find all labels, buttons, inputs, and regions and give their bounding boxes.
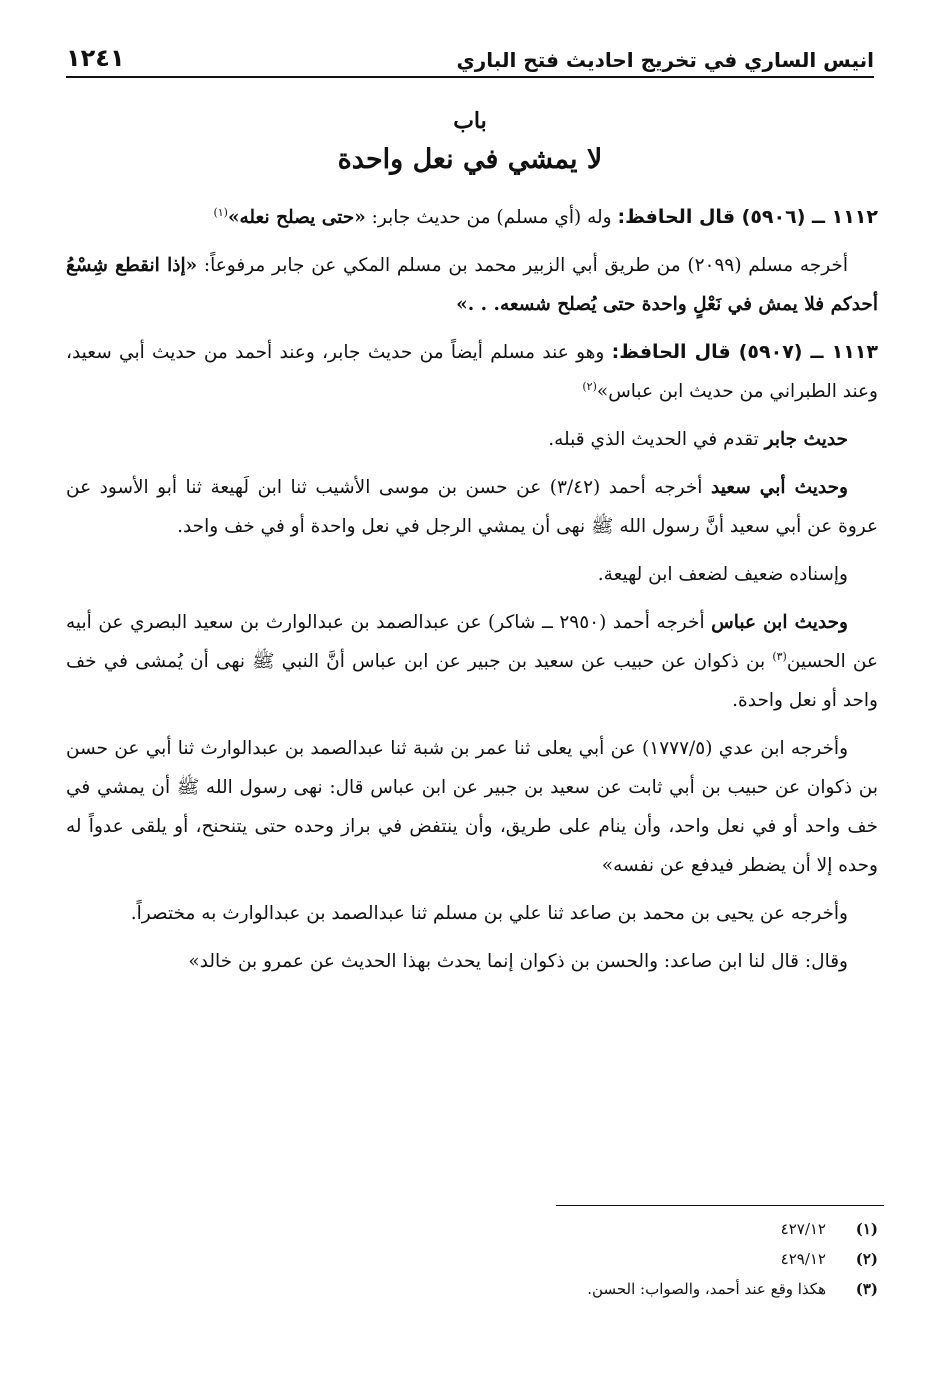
paragraph-text: وإسناده ضعيف لضعف ابن لهيعة. xyxy=(597,564,848,585)
chapter-kicker: باب xyxy=(453,108,487,134)
paragraph-text: أخرجه مسلم (٢٠٩٩) من طريق أبي الزبير محمد بن مسلم المكي عن جابر مرفوعاً: xyxy=(197,255,849,276)
page-number: ١٢٤١ xyxy=(66,44,125,72)
hadith-number: ١١١٣ ــ (٥٩٠٧) قال الحافظ: xyxy=(611,341,878,363)
book-title: انيس الساري في تخريج احاديث فتح الباري xyxy=(456,48,874,72)
paragraph-text: بن ذكوان عن حبيب عن سعيد بن جبير عن ابن عباس أنَّ النبي ﷺ نهى أن يُمشى في خف واحد أو نعل واحدة. xyxy=(66,651,878,711)
running-header xyxy=(66,32,874,72)
hadith-quote: «إذا انقطع شِسْعُ أحدكم فلا يمش في نَعْلٍ واحدة حتى يُصلح شسعه. . .» xyxy=(66,255,878,315)
paragraph-text: وقال: قال لنا ابن صاعد: والحسن بن ذكوان إنما يحدث بهذا الحديث عن عمرو بن خالد» xyxy=(188,951,848,972)
footnote-item xyxy=(66,1274,878,1304)
footnote-text: ٤٢٩/١٢ xyxy=(780,1250,826,1268)
paragraph-text: وأخرجه ابن عدي (١٧٧٧/٥) عن أبي يعلى ثنا عمر بن شبة ثنا عبدالصمد بن عبدالوارث ثنا أبي عن حسن بن ذكوان عن حبيب بن أبي ثابت عن سعيد بن جبير عن ابن عباس قال: نهى رسول الله ﷺ أن يمشي في خف واحد أو في نعل واحد، وأن ينام على طريق، وأن ينتفض في براز وحده حتى يتنحنح، أو يلقى عدواً له وحده إلا أن يضطر فيدفع عن نفسه» xyxy=(66,738,878,876)
footnote-text: هكذا وقع عند أحمد، والصواب: الحسن. xyxy=(587,1280,826,1298)
footnote-ref[interactable]: (١) xyxy=(213,205,228,219)
paragraph-isnad-daif xyxy=(66,555,878,594)
hadith-entry-1112 xyxy=(66,198,878,237)
paragraph-jabir xyxy=(66,420,878,459)
header-rule xyxy=(66,76,874,78)
chapter-title: لا يمشي في نعل واحدة xyxy=(337,144,603,175)
paragraph-ibn-adi xyxy=(66,729,878,885)
footnote-item xyxy=(66,1214,878,1244)
paragraph-lead: حديث جابر xyxy=(764,429,848,450)
paragraph-lead: وحديث أبي سعيد xyxy=(710,477,848,498)
footnote-separator xyxy=(556,1205,884,1206)
footnotes xyxy=(66,1214,878,1304)
paragraph-yahya-ibn-said xyxy=(66,894,878,933)
paragraph-takhrij-muslim xyxy=(66,246,878,324)
footnote-item xyxy=(66,1244,878,1274)
body-text xyxy=(66,198,878,990)
hadith-quote: «حتى يصلح نعله» xyxy=(227,207,366,228)
paragraph-text: أخرجه أحمد (٣/٤٢) عن حسن بن موسى الأشيب ثنا ابن لَهيعة ثنا أبو الأسود عن عروة عن أبي سعيد أنَّ رسول الله ﷺ نهى أن يمشي الرجل في نعل واحدة أو في خف واحد. xyxy=(66,477,878,537)
hadith-text: وهو عند مسلم أيضاً من حديث جابر، وعند أحمد من حديث أبي سعيد، وعند الطبراني من حديث ابن عباس» xyxy=(66,342,878,402)
footnote-ref[interactable]: (٣) xyxy=(772,649,787,663)
footnote-mark: (٣) xyxy=(855,1280,878,1298)
paragraph-ibn-abbas xyxy=(66,603,878,720)
footnote-text: ٤٢٧/١٢ xyxy=(780,1220,826,1238)
footnote-mark: (١) xyxy=(855,1220,878,1238)
paragraph-text: تقدم في الحديث الذي قبله. xyxy=(548,429,765,450)
paragraph-lead: وحديث ابن عباس xyxy=(711,612,848,633)
hadith-entry-1113 xyxy=(66,333,878,411)
footnote-mark: (٢) xyxy=(855,1250,878,1268)
hadith-text: وله (أي مسلم) من حديث جابر: xyxy=(365,207,612,228)
paragraph-text: وأخرجه عن يحيى بن محمد بن صاعد ثنا علي بن مسلم ثنا عبدالصمد بن عبدالوارث به مختصراً. xyxy=(130,903,848,924)
paragraph-text: أخرجه أحمد (٢٩٥٠ ــ شاكر) عن عبدالصمد بن عبدالوارث بن سعيد البصري عن أبيه عن الحسين xyxy=(66,612,878,672)
footnote-ref[interactable]: (٢) xyxy=(582,379,597,393)
hadith-number: ١١١٢ ــ (٥٩٠٦) قال الحافظ: xyxy=(617,206,878,228)
paragraph-ibn-said-quote xyxy=(66,942,878,981)
paragraph-abi-said xyxy=(66,468,878,546)
chapter-heading xyxy=(0,108,940,175)
